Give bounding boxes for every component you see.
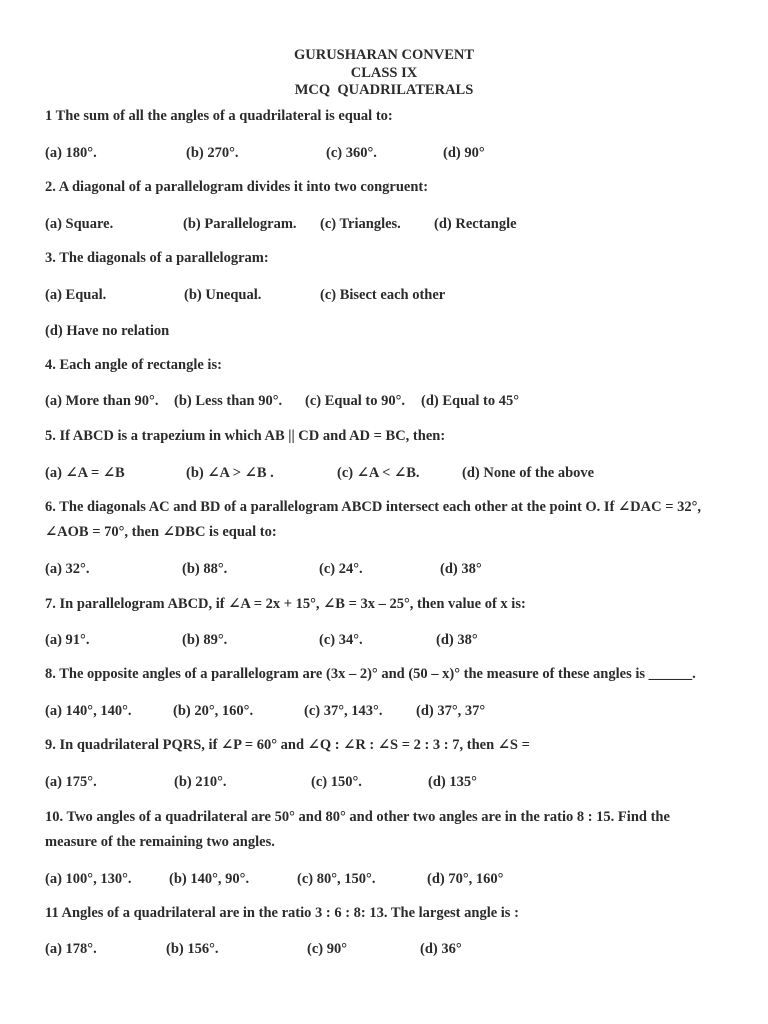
option-9a: (a) 175°. [45, 774, 97, 790]
option-11d: (d) 36° [420, 941, 462, 957]
option-2c: (c) Triangles. [320, 216, 401, 232]
question-4: 4. Each angle of rectangle is: [45, 357, 222, 373]
option-9d: (d) 135° [428, 774, 477, 790]
question-6: 6. The diagonals AC and BD of a parallelogram ABCD intersect each other at the point O. If ∠DAC = 32°, ∠AOB = 70°, then ∠DBC is equal to: [45, 499, 702, 540]
option-8a: (a) 140°, 140°. [45, 703, 132, 719]
option-6b: (b) 88°. [182, 561, 228, 577]
option-4c: (c) Equal to 90°. [305, 393, 406, 409]
option-2a: (a) Square. [45, 216, 114, 232]
options-5 [45, 463, 745, 483]
option-7c: (c) 34°. [319, 632, 363, 648]
option-1c: (c) 360°. [326, 145, 377, 161]
option-8d: (d) 37°, 37° [416, 703, 486, 719]
options-10 [45, 869, 745, 889]
question-7: 7. In parallelogram ABCD, if ∠A = 2x + 15°, ∠B = 3x – 25°, then value of x is: [45, 596, 526, 612]
option-4b: (b) Less than 90°. [174, 393, 283, 409]
option-11c: (c) 90° [307, 941, 348, 957]
option-1d: (d) 90° [443, 145, 485, 161]
option-4d: (d) Equal to 45° [421, 393, 520, 409]
options-3 [45, 285, 745, 305]
option-11b: (b) 156°. [166, 941, 219, 957]
option-2b: (b) Parallelogram. [183, 216, 297, 232]
question-2: 2. A diagonal of a parallelogram divides it into two congruent: [45, 179, 429, 195]
options-3-cont [45, 321, 745, 341]
question-3: 3. The diagonals of a parallelogram: [45, 250, 269, 266]
option-6d: (d) 38° [440, 561, 482, 577]
option-9c: (c) 150°. [311, 774, 362, 790]
option-5a: (a) ∠A = ∠B [45, 465, 125, 481]
option-10b: (b) 140°, 90°. [169, 871, 250, 887]
option-7d: (d) 38° [436, 632, 478, 648]
option-4a: (a) More than 90°. [45, 393, 159, 409]
option-7a: (a) 91°. [45, 632, 90, 648]
option-6a: (a) 32°. [45, 561, 90, 577]
option-3d: (d) Have no relation [45, 323, 170, 339]
option-10d: (d) 70°, 160° [427, 871, 504, 887]
option-2d: (d) Rectangle [434, 216, 517, 232]
class-name: CLASS IX [350, 64, 418, 81]
option-10c: (c) 80°, 150°. [297, 871, 376, 887]
options-1 [45, 143, 745, 163]
option-3c: (c) Bisect each other [320, 287, 446, 303]
options-4 [45, 391, 745, 411]
option-8b: (b) 20°, 160°. [173, 703, 254, 719]
option-3a: (a) Equal. [45, 287, 107, 303]
option-8c: (c) 37°, 143°. [304, 703, 383, 719]
option-1a: (a) 180°. [45, 145, 97, 161]
options-7 [45, 630, 745, 650]
question-10: 10. Two angles of a quadrilateral are 50° and 80° and other two angles are in the ratio 8 : 15. Find the measure of the remaining two angles. [45, 809, 670, 850]
option-7b: (b) 89°. [182, 632, 228, 648]
options-6 [45, 559, 745, 579]
option-5b: (b) ∠A > ∠B . [186, 465, 274, 481]
options-8 [45, 701, 745, 721]
question-1: 1 The sum of all the angles of a quadrilateral is equal to: [45, 108, 393, 124]
worksheet-title: MCQ QUADRILATERALS [294, 82, 474, 98]
option-1b: (b) 270°. [186, 145, 239, 161]
question-8: 8. The opposite angles of a parallelogram are (3x – 2)° and (50 – x)° the measure of these angles is ______. [45, 666, 696, 682]
option-9b: (b) 210°. [174, 774, 227, 790]
question-9: 9. In quadrilateral PQRS, if ∠P = 60° and ∠Q : ∠R : ∠S = 2 : 3 : 7, then ∠S = [45, 737, 530, 753]
option-3b: (b) Unequal. [184, 287, 262, 303]
school-name: GURUSHARAN CONVENT [293, 47, 475, 63]
option-5c: (c) ∠A < ∠B. [337, 465, 420, 481]
option-6c: (c) 24°. [319, 561, 363, 577]
question-11: 11 Angles of a quadrilateral are in the ratio 3 : 6 : 8: 13. The largest angle is : [45, 905, 519, 921]
option-5d: (d) None of the above [462, 465, 595, 481]
worksheet-header [0, 47, 768, 100]
options-2 [45, 214, 745, 234]
options-9 [45, 772, 745, 792]
option-11a: (a) 178°. [45, 941, 97, 957]
options-11 [45, 939, 745, 959]
question-5: 5. If ABCD is a trapezium in which AB || CD and AD = BC, then: [45, 428, 446, 444]
option-10a: (a) 100°, 130°. [45, 871, 132, 887]
